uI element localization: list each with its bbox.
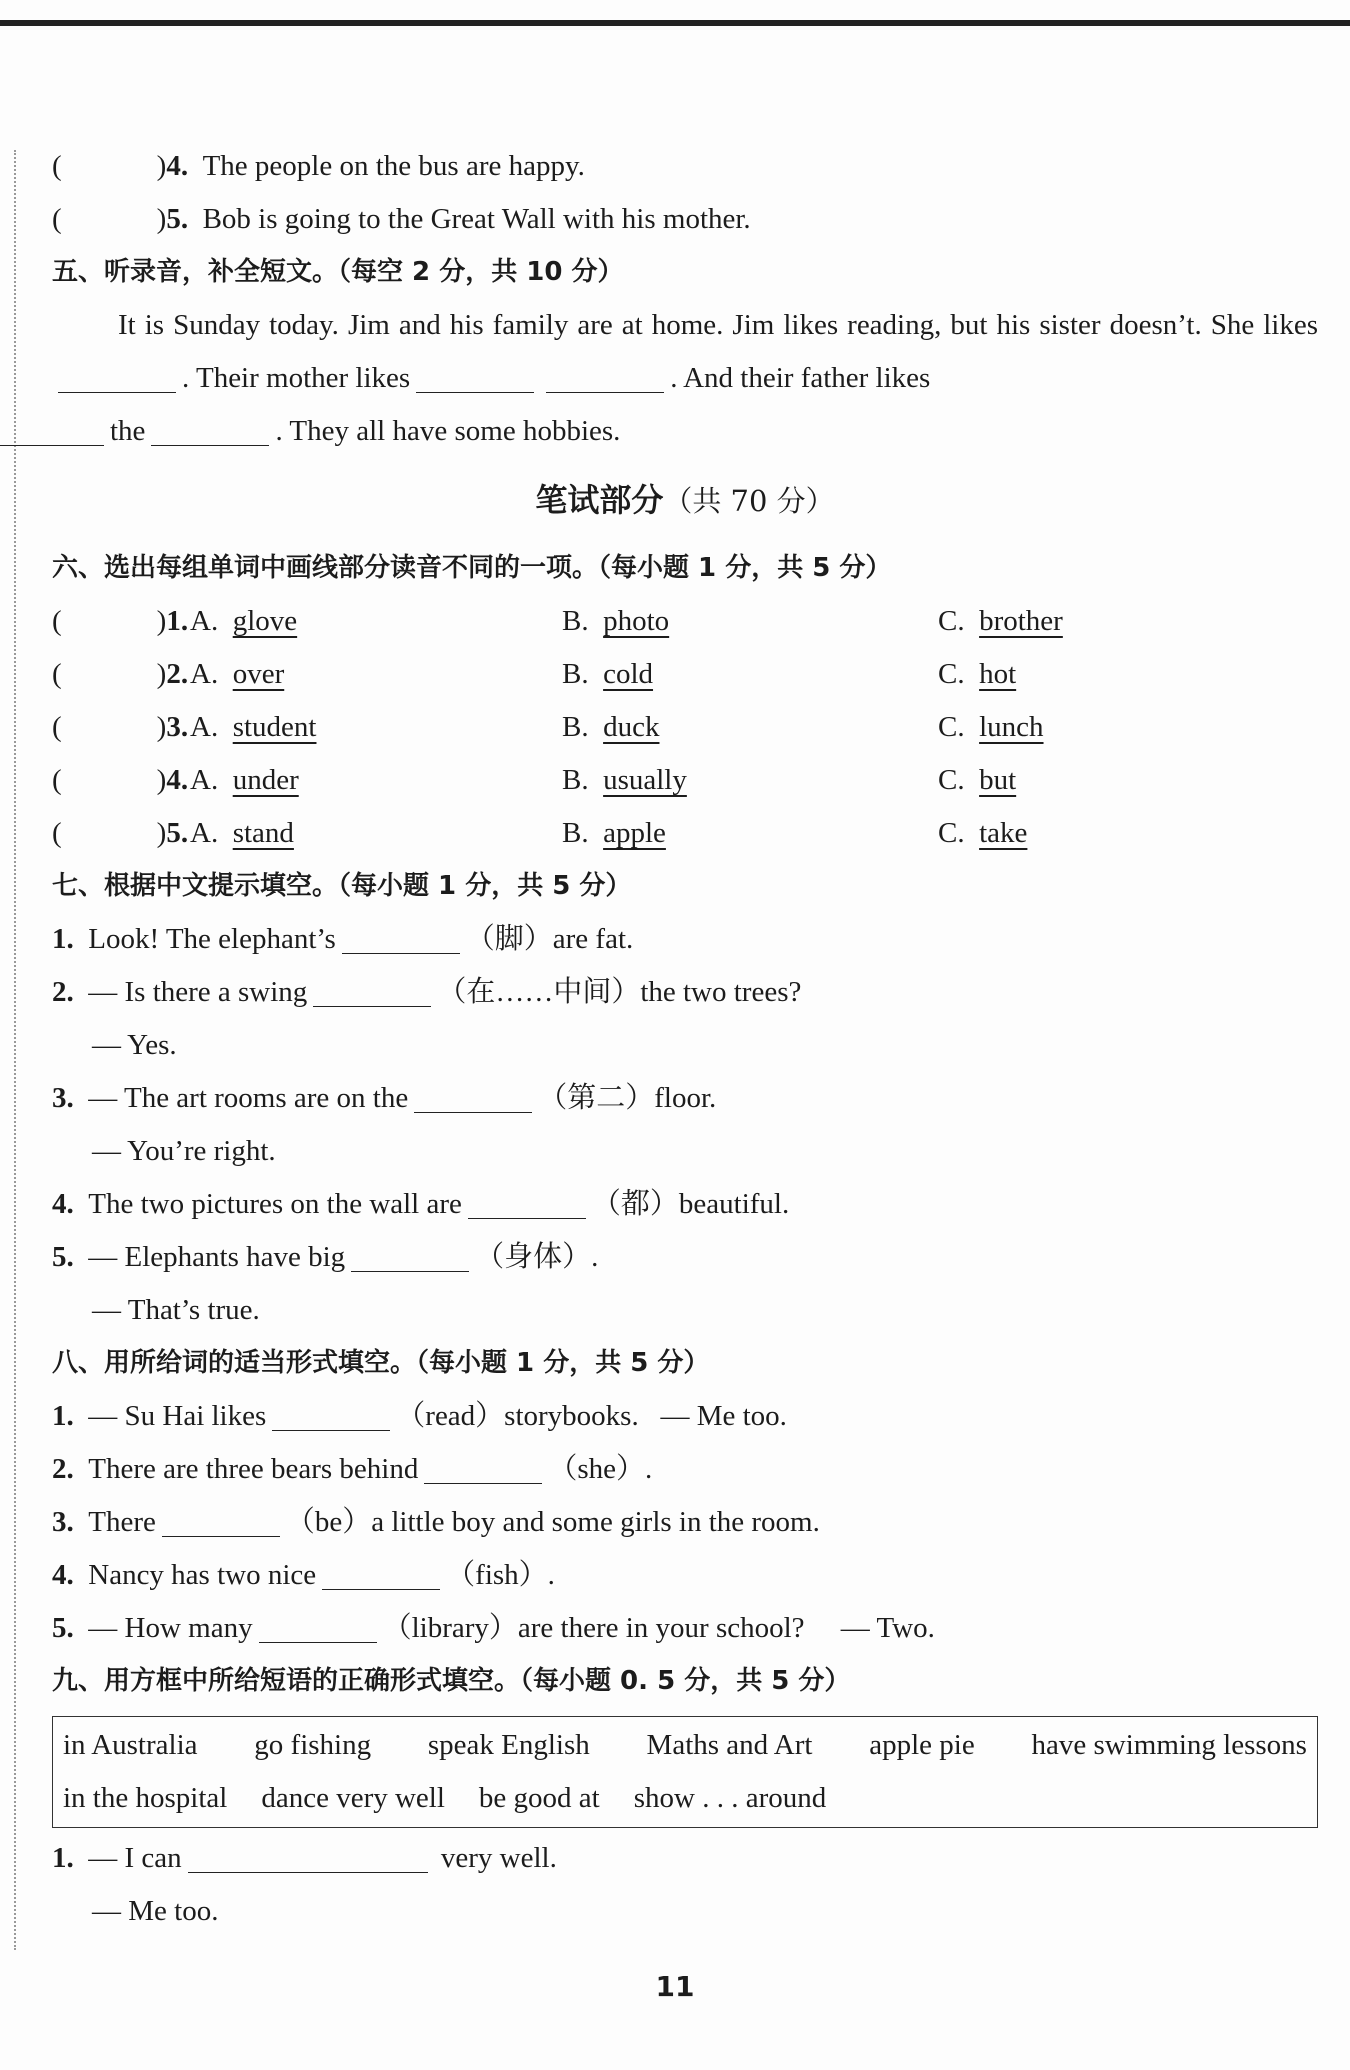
pronunciation-item: ( )2. A. over B. cold C. hot xyxy=(52,658,1017,690)
blank[interactable] xyxy=(468,1188,586,1219)
blank[interactable] xyxy=(351,1241,469,1272)
blank[interactable] xyxy=(546,362,664,393)
pronunciation-item: ( )5. A. stand B. apple C. take xyxy=(52,817,1028,849)
pronunciation-item: ( )1. A. glove B. photo C. brother xyxy=(52,605,1063,637)
option-b[interactable]: cold xyxy=(603,658,654,690)
blank[interactable] xyxy=(58,362,176,393)
s8-question-5: 5. — How many （library）are there in your school? — Two. xyxy=(52,1612,935,1644)
option-c[interactable]: lunch xyxy=(979,711,1044,743)
phrase: go fishing xyxy=(254,1729,372,1761)
section-5-heading: 五、听录音，补全短文。（每空 2 分，共 10 分） xyxy=(52,257,624,287)
option-c[interactable]: take xyxy=(979,817,1028,849)
listen-question-5: ( )5. Bob is going to the Great Wall with his mother. xyxy=(52,203,751,235)
s8-question-4: 4. Nancy has two nice （fish）. xyxy=(52,1559,555,1591)
blank[interactable] xyxy=(259,1612,377,1643)
s7-reply-5: — That’s true. xyxy=(92,1294,260,1326)
phrase: Maths and Art xyxy=(646,1729,813,1761)
s9-question-1: 1. — I can very well. xyxy=(52,1842,557,1874)
top-border xyxy=(0,20,1350,26)
answer-paren[interactable]: ( ) xyxy=(52,203,167,235)
phrase-box-row-2 xyxy=(63,1772,1307,1825)
page-number: 11 xyxy=(655,1970,695,2003)
option-a[interactable]: student xyxy=(232,711,317,743)
option-a[interactable]: glove xyxy=(232,605,298,637)
s8-question-3: 3. There （be）a little boy and some girls in the room. xyxy=(52,1506,820,1538)
phrase: in Australia xyxy=(63,1729,198,1761)
phrase: have swimming lessons xyxy=(1031,1729,1307,1761)
option-b[interactable]: duck xyxy=(603,711,660,743)
option-b[interactable]: photo xyxy=(603,605,670,637)
blank[interactable] xyxy=(342,923,460,954)
answer-paren[interactable]: ( ) xyxy=(52,658,167,690)
pronunciation-item: ( )4. A. under B. usually C. but xyxy=(52,764,1017,796)
s7-reply-3: — You’re right. xyxy=(92,1135,276,1167)
section-9-heading: 九、用方框中所给短语的正确形式填空。（每小题 0. 5 分，共 5 分） xyxy=(52,1666,851,1696)
blank[interactable] xyxy=(0,415,104,446)
s7-question-3: 3. — The art rooms are on the （第二）floor. xyxy=(52,1082,717,1114)
answer-paren[interactable]: ( ) xyxy=(52,817,167,849)
phrase-box xyxy=(52,1716,1318,1828)
answer-paren[interactable]: ( ) xyxy=(52,711,167,743)
s7-reply-2: — Yes. xyxy=(92,1029,177,1061)
listen-question-4: ( )4. The people on the bus are happy. xyxy=(52,150,585,182)
blank[interactable] xyxy=(416,362,534,393)
phrase: dance very well xyxy=(261,1782,445,1814)
s7-question-5: 5. — Elephants have big （身体）. xyxy=(52,1241,599,1273)
answer-paren[interactable]: ( ) xyxy=(52,150,167,182)
option-c[interactable]: but xyxy=(979,764,1017,796)
pronunciation-item: ( )3. A. student B. duck C. lunch xyxy=(52,711,1044,743)
written-part-title: 笔试部分（共 70 分） xyxy=(535,481,835,519)
blank[interactable] xyxy=(313,976,431,1007)
s7-question-2: 2. — Is there a swing （在……中间）the two trees? xyxy=(52,976,802,1008)
phrase: show . . . around xyxy=(633,1782,827,1814)
option-a[interactable]: over xyxy=(232,658,285,690)
section-8-heading: 八、用所给词的适当形式填空。（每小题 1 分，共 5 分） xyxy=(52,1348,710,1378)
phrase: be good at xyxy=(478,1782,600,1814)
s7-question-1: 1. Look! The elephant’s （脚）are fat. xyxy=(52,923,634,955)
blank[interactable] xyxy=(188,1842,428,1873)
blank[interactable] xyxy=(424,1453,542,1484)
s8-question-2: 2. There are three bears behind （she）. xyxy=(52,1453,653,1485)
section-7-heading: 七、根据中文提示填空。（每小题 1 分，共 5 分） xyxy=(52,871,632,901)
option-c[interactable]: brother xyxy=(979,605,1063,637)
phrase: in the hospital xyxy=(63,1782,228,1814)
option-a[interactable]: stand xyxy=(232,817,294,849)
s9-reply-1: — Me too. xyxy=(92,1895,219,1927)
answer-paren[interactable]: ( ) xyxy=(52,605,167,637)
option-c[interactable]: hot xyxy=(979,658,1017,690)
option-a[interactable]: under xyxy=(232,764,299,796)
section-6-items xyxy=(52,595,1318,860)
blank[interactable] xyxy=(162,1506,280,1537)
s8-question-1: 1. — Su Hai likes （read）storybooks. — Me too. xyxy=(52,1400,787,1432)
phrase-box-row-1 xyxy=(63,1719,1307,1772)
worksheet-page xyxy=(52,140,1318,1938)
blank[interactable] xyxy=(414,1082,532,1113)
blank[interactable] xyxy=(151,415,269,446)
section-6-heading: 六、选出每组单词中画线部分读音不同的一项。（每小题 1 分，共 5 分） xyxy=(52,553,892,583)
answer-paren[interactable]: ( ) xyxy=(52,764,167,796)
option-b[interactable]: apple xyxy=(603,817,666,849)
blank[interactable] xyxy=(322,1559,440,1590)
phrase: speak English xyxy=(427,1729,590,1761)
s7-question-4: 4. The two pictures on the wall are （都）beautiful. xyxy=(52,1188,790,1220)
section-5-passage: It is Sunday today. Jim and his family are at home. Jim likes reading, but his sister doesn’t. She likes. Their mother likes . And their father likes the . They all have some hobbies. xyxy=(52,299,1318,458)
blank[interactable] xyxy=(272,1400,390,1431)
phrase: apple pie xyxy=(869,1729,975,1761)
option-b[interactable]: usually xyxy=(603,764,687,796)
